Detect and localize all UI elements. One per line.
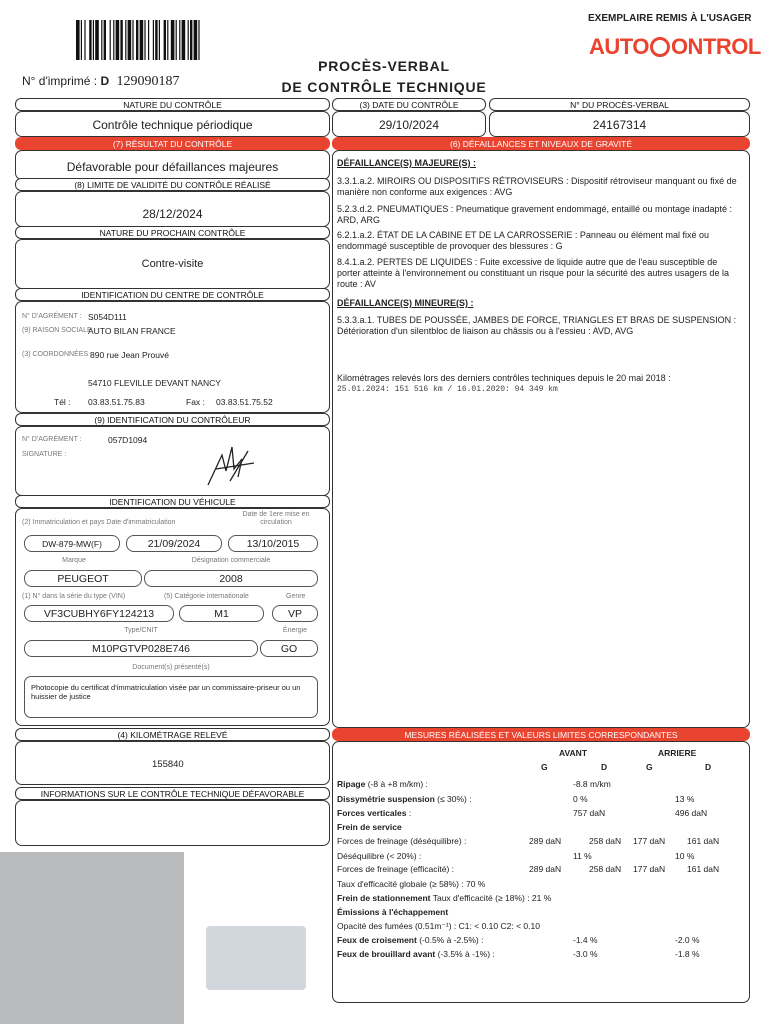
numero-pv-value: 24167314 <box>592 118 647 132</box>
marque-value: PEUGEOT <box>24 570 142 587</box>
centre-coord-label: (3) COORDONNÉES : <box>22 351 93 358</box>
scan-background <box>0 852 184 1024</box>
barcode-bar <box>128 20 132 60</box>
mesure-row-label <box>337 935 483 945</box>
mesure-value: 13 % <box>675 794 695 804</box>
immat-label: (2) Immatriculation et pays Date d'immatriculation <box>22 519 176 526</box>
mesure-value: -1.8 % <box>675 949 700 959</box>
majeure-item: 6.2.1.a.2. ÉTAT DE LA CABINE ET DE LA CARROSSERIE : Panneau ou élément mal fixé ou endommagé susceptible de provoquer des blessures : G <box>337 230 710 251</box>
barcode-bar <box>144 20 145 60</box>
resultat-header: (7) RÉSULTAT DU CONTRÔLE <box>15 137 330 150</box>
type-value: M10PGTVP028E746 <box>24 640 258 657</box>
centre-agrement-value: S054D111 <box>88 312 127 322</box>
mesure-value: 496 daN <box>675 808 708 818</box>
mesure-value: 289 daN <box>529 864 562 874</box>
limite-header: (8) LIMITE DE VALIDITÉ DU CONTRÔLE RÉALISÉ <box>15 178 330 191</box>
mesure-value: -2.0 % <box>675 935 700 945</box>
barcode-bar <box>171 20 175 60</box>
mesure-label: Ripage <box>337 779 366 789</box>
barcode-bar <box>120 20 122 60</box>
mesure-detail: (≤ 30%) : <box>434 794 472 804</box>
mesure-label: Dissymétrie suspension <box>337 794 435 804</box>
mesure-value: 0 % <box>573 794 588 804</box>
limite-box <box>15 191 330 227</box>
arriere-g-label: G <box>646 762 653 772</box>
majeure-item: 8.4.1.a.2. PERTES DE LIQUIDES : Fuite excessive de liquide autre que de l'eau susceptible de porter atteinte à l'environnement ou constituant un risque pour la sécurité des autres usagers de la route : AV <box>337 257 729 289</box>
mesure-value: 177 daN <box>633 836 666 846</box>
barcode <box>76 20 256 60</box>
mesure-detail: : <box>406 808 412 818</box>
mesure-row-label <box>337 893 551 903</box>
signature-label: SIGNATURE : <box>22 451 67 458</box>
kilometrage-value: 155840 <box>152 759 184 770</box>
barcode-bar <box>132 20 133 60</box>
mesure-label: Forces de freinage <box>337 864 408 874</box>
vin-label: (1) N° dans la série du type (VIN) <box>22 593 126 600</box>
centre-fax: 03.83.51.75.52 <box>216 397 273 407</box>
barcode-bar <box>148 20 149 60</box>
mineures-title: DÉFAILLANCE(S) MINEURE(S) : <box>337 298 474 308</box>
centre-address-1: 890 rue Jean Prouvé <box>90 350 169 360</box>
mesure-row-label <box>337 879 485 889</box>
mesure-detail: (0.51m⁻¹) : C1: < 0.10 C2: < 0.10 <box>412 921 540 931</box>
vin-value: VF3CUBHY6FY124213 <box>24 605 174 622</box>
barcode-bar <box>81 20 82 60</box>
date-controle-value: 29/10/2024 <box>378 118 440 132</box>
designation-value: 2008 <box>144 570 318 587</box>
barcode-bar <box>89 20 91 60</box>
mesure-value: 258 daN <box>589 836 622 846</box>
avant-d-label: D <box>601 762 608 772</box>
page-title <box>270 56 498 98</box>
date-controle-box <box>332 111 486 137</box>
controleur-box <box>15 426 330 496</box>
vehicule-header: IDENTIFICATION DU VÉHICULE <box>15 495 330 508</box>
mesure-row-label <box>337 921 540 932</box>
mesure-label: Frein de service <box>337 822 402 832</box>
date-controle-header: (3) DATE DU CONTRÔLE <box>332 98 486 111</box>
nature-header: NATURE DU CONTRÔLE <box>15 98 330 111</box>
mesure-value: 289 daN <box>529 836 562 846</box>
kilometrage-box <box>15 741 330 785</box>
exemplaire-label: EXEMPLAIRE REMIS À L'USAGER <box>588 13 752 24</box>
mesure-detail: (-8 à +8 m/km) : <box>365 779 428 789</box>
prochain-header: NATURE DU PROCHAIN CONTRÔLE <box>15 226 330 239</box>
prochain-value: Contre-visite <box>141 258 204 270</box>
infos-defavorable-header: INFORMATIONS SUR LE CONTRÔLE TECHNIQUE DÉFAVORABLE <box>15 787 330 800</box>
categorie-value: M1 <box>179 605 264 622</box>
barcode-bar <box>188 20 189 60</box>
mesure-row-label <box>337 864 454 874</box>
barcode-bar <box>164 20 166 60</box>
numero-pv-box <box>489 111 750 137</box>
nature-value: Contrôle technique périodique <box>92 118 253 132</box>
barcode-bar <box>93 20 94 60</box>
barcode-bar <box>84 20 85 60</box>
barcode-bar <box>179 20 180 60</box>
resultat-value: Défavorable pour défaillances majeures <box>66 160 279 174</box>
imprime-letter: D <box>100 74 110 88</box>
mesure-label: Taux d'efficacité globale <box>337 879 427 889</box>
controleur-agrement-value: 057D1094 <box>108 435 148 445</box>
logo-text-auto: AUTO <box>589 34 649 59</box>
defaillances-header: (6) DÉFAILLANCES ET NIVEAUX DE GRAVITÉ <box>332 137 750 150</box>
limite-value: 28/12/2024 <box>142 207 203 221</box>
majeure-item: 5.2.3.d.2. PNEUMATIQUES : Pneumatique gravement endommagé, entaillé ou montage inadapté : ARD, ARG <box>337 204 733 225</box>
controleur-agrement-label: N° D'AGRÉMENT : <box>22 436 82 443</box>
genre-label: Genre <box>286 593 306 600</box>
mesure-detail: (-3.5% à -1%) : <box>435 949 495 959</box>
logo-c-circle-icon <box>650 37 670 57</box>
mesure-value: 177 daN <box>633 864 666 874</box>
imprime-row <box>22 74 179 90</box>
barcode-bar <box>95 20 99 60</box>
majeure-item: 3.3.1.a.2. MIROIRS OU DISPOSITIFS RÉTROVISEURS : Dispositif rétroviseur manquant ou fixé de manière non conforme aux exigences : AVG <box>337 176 737 197</box>
barcode-bar <box>153 20 154 60</box>
mesure-detail: Taux d'efficacité (≥ 18%) : 21 % <box>430 893 552 903</box>
mesure-row-label <box>337 836 466 846</box>
resultat-box <box>15 150 330 180</box>
mesure-value: -1.4 % <box>573 935 598 945</box>
mesure-label: Forces de freinage <box>337 836 408 846</box>
mesure-row-label <box>337 794 472 804</box>
barcode-bar <box>136 20 138 60</box>
mesure-label: Déséquilibre <box>337 851 385 861</box>
kilometrages-values: 25.01.2024: 151 516 km / 16.01.2020: 94 349 km <box>337 385 558 394</box>
mesure-label: Forces verticales <box>337 808 407 818</box>
barcode-bar <box>113 20 114 60</box>
mesure-detail: (déséquilibre) : <box>407 836 467 846</box>
mesure-value: 161 daN <box>687 864 720 874</box>
barcode-bar <box>125 20 126 60</box>
mesure-detail: (≥ 58%) : 70 % <box>426 879 486 889</box>
mesure-row-label <box>337 808 411 818</box>
centre-raison-label: (9) RAISON SOCIALE : <box>22 327 96 334</box>
vehicule-box <box>15 508 330 726</box>
barcode-bar <box>190 20 192 60</box>
mineure-item: 5.3.3.a.1. TUBES DE POUSSÉE, JAMBES DE FORCE, TRIANGLES ET BRAS DE SUSPENSION : Détérioration d'un silentbloc de liaison au châssis ou à l'essieu : AVD, AVG <box>337 315 737 336</box>
mesure-value: -3.0 % <box>573 949 598 959</box>
centre-tel: 03.83.51.75.83 <box>88 397 145 407</box>
mesure-label: Feux de brouillard avant <box>337 949 436 959</box>
mesure-value: 11 % <box>573 851 592 861</box>
type-label: Type/CNIT <box>124 627 158 634</box>
mesure-detail: (-0.5% à -2.5%) : <box>416 935 484 945</box>
marque-label: Marque <box>62 557 86 564</box>
barcode-bar <box>155 20 157 60</box>
barcode-bar <box>116 20 120 60</box>
mesure-row-label <box>337 851 421 861</box>
mesure-label: Émissions à l'échappement <box>337 907 449 917</box>
documents-label: Document(s) présenté(s) <box>132 664 210 671</box>
centre-header: IDENTIFICATION DU CENTRE DE CONTRÔLE <box>15 288 330 301</box>
avant-label: AVANT <box>559 748 588 758</box>
genre-value: VP <box>272 605 318 622</box>
barcode-bar <box>76 20 80 60</box>
imprime-number: 129090187 <box>116 74 180 89</box>
mesure-label: Feux de croisement <box>337 935 417 945</box>
centre-agrement-label: N° D'AGRÉMENT : <box>22 313 82 320</box>
energie-label: Énergie <box>282 627 308 634</box>
imprime-label: N° d'imprimé : <box>22 74 98 88</box>
signature-scribble <box>202 441 262 491</box>
documents-box <box>24 676 318 718</box>
numero-pv-header: N° DU PROCÈS-VERBAL <box>489 98 750 111</box>
centre-fax-label: Fax : <box>186 397 205 407</box>
mesure-detail: (efficacité) : <box>407 864 455 874</box>
logo-text-control: ONTROL <box>670 34 761 59</box>
centre-address-2: 54710 FLEVILLE DEVANT NANCY <box>88 378 221 388</box>
barcode-bar <box>198 20 199 60</box>
mesure-label: Opacité des fumées <box>337 921 413 931</box>
barcode-bar <box>182 20 186 60</box>
mesure-row-label <box>337 949 495 959</box>
barcode-bar <box>140 20 144 60</box>
barcode-bar <box>110 20 111 60</box>
majeures-title: DÉFAILLANCE(S) MAJEURE(S) : <box>337 158 476 168</box>
centre-raison-value: AUTO BILAN FRANCE <box>88 326 176 336</box>
centre-tel-label: Tél : <box>54 397 71 407</box>
title-line-1: PROCÈS-VERBAL <box>318 58 450 74</box>
energie-value: GO <box>260 640 318 657</box>
mise-circulation-label: Date de 1ere mise en circulation <box>242 511 310 526</box>
mesure-value: 10 % <box>675 851 695 861</box>
defaillances-box <box>332 150 750 728</box>
autocontrol-logo <box>589 34 761 60</box>
kilometrage-header: (4) KILOMÉTRAGE RELEVÉ <box>15 728 330 741</box>
mesures-header: MESURES RÉALISÉES ET VALEURS LIMITES CORRESPONDANTES <box>332 728 750 741</box>
documents-value: Photocopie du certificat d'immatriculation visée par un commissaire-priseur ou un huissier de justice <box>31 683 301 701</box>
date-mise-value: 13/10/2015 <box>228 535 318 552</box>
infos-defavorable-box <box>15 800 330 846</box>
mesure-detail: (< 20%) : <box>384 851 422 861</box>
nature-box <box>15 111 330 137</box>
arriere-label: ARRIERE <box>658 748 697 758</box>
prochain-box <box>15 239 330 289</box>
mesure-label: Frein de stationnement <box>337 893 431 903</box>
designation-label: Désignation commerciale <box>191 557 271 564</box>
mesure-row-label <box>337 822 402 832</box>
mesure-value: 258 daN <box>589 864 622 874</box>
mesure-row-label <box>337 779 428 789</box>
controleur-header: (9) IDENTIFICATION DU CONTRÔLEUR <box>15 413 330 426</box>
mesure-value: 161 daN <box>687 836 720 846</box>
arriere-d-label: D <box>705 762 712 772</box>
kilometrages-text: Kilométrages relevés lors des derniers contrôles techniques depuis le 20 mai 2018 : <box>337 373 671 383</box>
mesures-box <box>332 741 750 1003</box>
date-immat-value: 21/09/2024 <box>126 535 222 552</box>
barcode-bar <box>176 20 177 60</box>
avant-g-label: G <box>541 762 548 772</box>
centre-box <box>15 301 330 413</box>
immat-value: DW-879-MW(F) <box>24 535 120 552</box>
barcode-bar <box>101 20 102 60</box>
barcode-bar <box>104 20 106 60</box>
hologram-stamp <box>206 926 306 990</box>
mesure-value: -8.8 m/km <box>573 779 611 789</box>
barcode-bar <box>167 20 168 60</box>
categorie-label: (5) Catégorie internationale <box>164 593 249 600</box>
barcode-bar <box>159 20 160 60</box>
barcode-bar <box>194 20 198 60</box>
title-line-2: DE CONTRÔLE TECHNIQUE <box>281 79 487 95</box>
mesure-value: 757 daN <box>573 808 606 818</box>
mesure-row-label <box>337 907 448 917</box>
